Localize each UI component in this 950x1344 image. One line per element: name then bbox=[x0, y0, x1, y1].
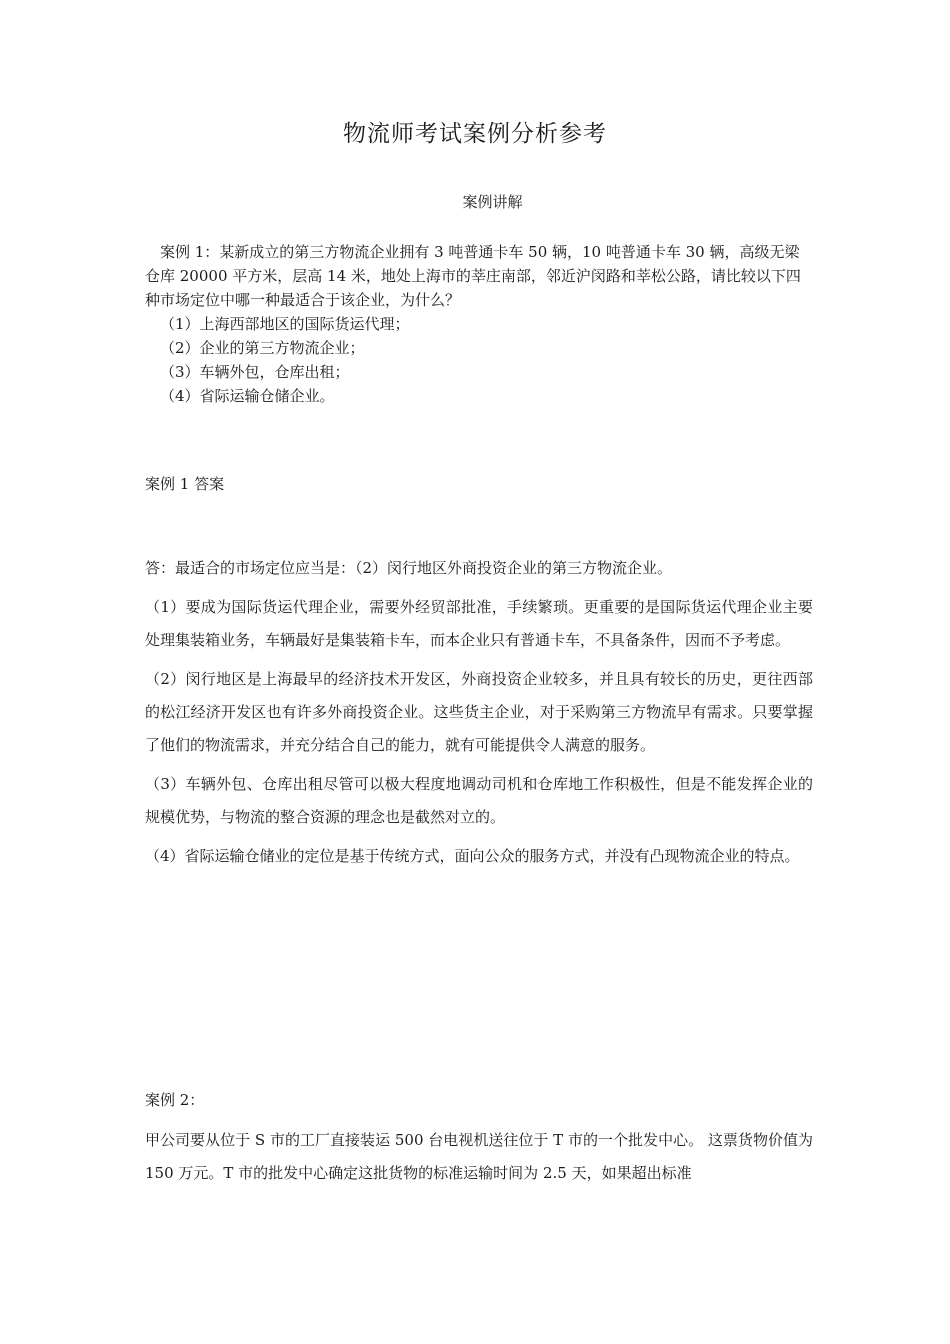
case2-body bbox=[145, 1124, 813, 1196]
case1-answer-heading: 案例 1 答案 bbox=[145, 475, 225, 493]
case1-option-1: （1）上海西部地区的国际货运代理； bbox=[160, 315, 410, 333]
case2-heading: 案例 2： bbox=[145, 1091, 205, 1109]
case2-text: 甲公司要从位于 S 市的工厂直接装运 500 台电视机送往位于 T 市的一个批发中心。 这票货物价值为 150 万元。T 市的批发中心确定这批货物的标准运输时间为 2.5 天，如果超出标准 bbox=[145, 1131, 813, 1182]
case1-answer-point-2: （2）闵行地区是上海最早的经济技术开发区，外商投资企业较多，并且具有较长的历史，更往西部的松江经济开发区也有许多外商投资企业。这些货主企业，对于采购第三方物流早有需求。只要掌握了他们的物流需求，并充分结合自己的能力，就有可能提供令人满意的服务。 bbox=[145, 670, 813, 754]
case1-answer-point-4: （4）省际运输仓储业的定位是基于传统方式，面向公众的服务方式，并没有凸现物流企业的特点。 bbox=[145, 847, 800, 865]
case1-option-3: （3）车辆外包，仓库出租； bbox=[160, 363, 350, 381]
document-title: 物流师考试案例分析参考 bbox=[343, 121, 607, 147]
case1-answer-point-3: （3）车辆外包、仓库出租尽管可以极大程度地调动司机和仓库地工作积极性，但是不能发挥企业的规模优势，与物流的整合资源的理念也是截然对立的。 bbox=[145, 775, 813, 826]
case1-answer-lead: 答：最适合的市场定位应当是：（2）闵行地区外商投资企业的第三方物流企业。 bbox=[145, 559, 673, 577]
case1-option-4: （4）省际运输仓储企业。 bbox=[160, 387, 335, 405]
case1-option-2: （2）企业的第三方物流企业； bbox=[160, 339, 365, 357]
case1-intro-text: 案例 1：某新成立的第三方物流企业拥有 3 吨普通卡车 50 辆，10 吨普通卡车 30 辆，高级无梁仓库 20000 平方米，层高 14 米，地处上海市的莘庄南部，邻近沪闵路和莘松公路，请比较以下四种市场定位中哪一种最适合于该企业，为什么？ bbox=[145, 243, 801, 309]
document-subtitle: 案例讲解 bbox=[462, 193, 523, 211]
case1-question bbox=[145, 240, 813, 408]
case1-answer-body bbox=[145, 552, 813, 879]
case1-answer-point-1: （1）要成为国际货运代理企业，需要外经贸部批准，手续繁琐。更重要的是国际货运代理企业主要处理集装箱业务，车辆最好是集装箱卡车，而本企业只有普通卡车，不具备条件，因而不予考虑。 bbox=[145, 598, 813, 649]
